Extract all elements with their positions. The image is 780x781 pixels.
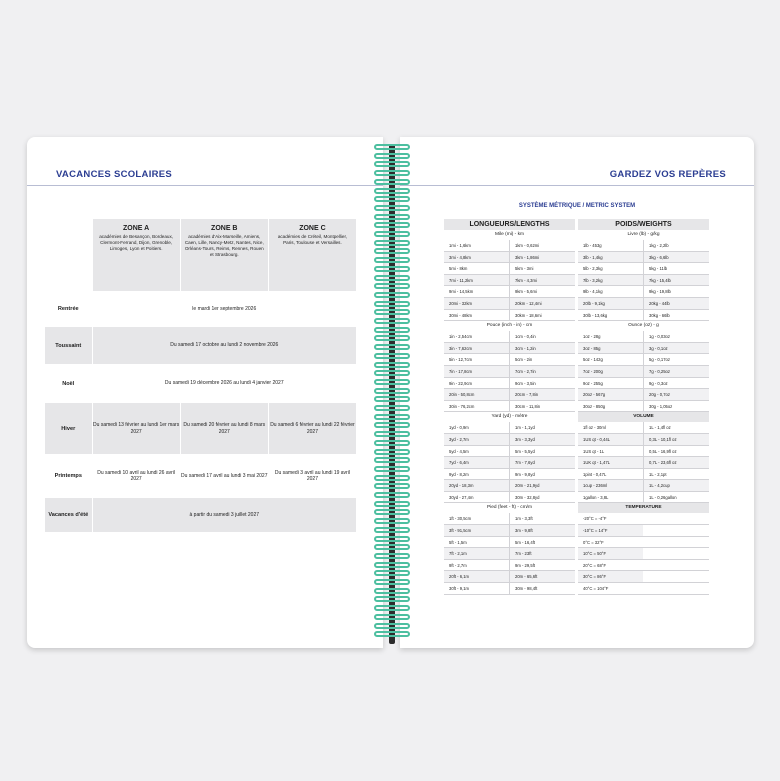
conversion-value: 20°C = 68°F bbox=[583, 562, 607, 568]
spiral-ring bbox=[374, 335, 410, 341]
spiral-ring bbox=[374, 188, 410, 194]
section-title: Mile (mi) - km bbox=[494, 232, 525, 237]
conversion-value: 9yd - 8,2m bbox=[449, 471, 469, 477]
conversion-value: 3km - 1,86mi bbox=[509, 252, 575, 263]
spiral-ring bbox=[374, 596, 410, 602]
spiral-ring bbox=[374, 179, 410, 185]
conversion-row bbox=[578, 298, 709, 310]
conversion-row bbox=[444, 298, 575, 310]
spiral-ring bbox=[374, 396, 410, 402]
conversion-value: 1cm - 0,4in bbox=[509, 331, 575, 342]
conversion-value: 1pint - 0,47L bbox=[583, 471, 607, 477]
header-corner bbox=[45, 219, 92, 291]
conversion-row bbox=[578, 513, 709, 525]
conversion-value: 30yd - 27,4m bbox=[449, 494, 474, 500]
volume-header: VOLUME bbox=[578, 412, 709, 422]
conversion-value: 1gallon - 3,8L bbox=[583, 494, 609, 500]
spiral-ring bbox=[374, 405, 410, 411]
row-label: Hiver bbox=[45, 403, 92, 454]
conversion-value: 20g - 0,7oz bbox=[643, 389, 709, 400]
conversion-value: 7km - 4,3mi bbox=[509, 275, 575, 286]
conversion-row bbox=[444, 366, 575, 378]
conversion-row bbox=[444, 401, 575, 413]
conversion-row bbox=[578, 446, 709, 458]
conversion-value: 1L - 0,26gallon bbox=[643, 492, 709, 503]
conversion-value: 5m - 5,5yd bbox=[509, 446, 575, 457]
zone-description: académies de Besançon, Bordeaux, Clermont-Ferrand, Dijon, Grenoble, Limoges, Lyon et Poitiers. bbox=[99, 234, 174, 251]
conversion-value: 1L - 2,1pt bbox=[643, 469, 709, 480]
conversion-row bbox=[444, 480, 575, 492]
conversion-row bbox=[444, 422, 575, 434]
conversion-row bbox=[444, 513, 575, 525]
conversion-value: 7in - 17,8cm bbox=[444, 366, 509, 377]
metric-system-title: SYSTÈME MÉTRIQUE / METRIC SYSTEM bbox=[518, 203, 636, 209]
conversion-value: 30lb - 13,6kg bbox=[583, 312, 608, 318]
spiral-ring bbox=[374, 353, 410, 359]
title-divider bbox=[27, 185, 383, 186]
conversion-row bbox=[444, 457, 575, 469]
table-row bbox=[45, 498, 356, 532]
conversion-value: 30g - 1,05oz bbox=[643, 401, 709, 412]
conversion-value: 5m - 16,4ft bbox=[509, 537, 575, 548]
lengths-table bbox=[444, 219, 575, 595]
zone-description: académies de Créteil, Montpellier, Paris, Toulouse et Versailles. bbox=[277, 234, 348, 245]
table-row bbox=[45, 365, 356, 402]
conversion-value: 20kg - 44lb bbox=[643, 298, 709, 309]
conversion-row bbox=[578, 560, 709, 572]
conversion-value: 9in - 22,9cm bbox=[449, 380, 473, 386]
spiral-ring bbox=[374, 214, 410, 220]
conversion-value: 5lb - 2,3kg bbox=[583, 266, 603, 272]
conversion-value: 9m - 29,5ft bbox=[509, 560, 575, 571]
conversion-row bbox=[444, 469, 575, 481]
section-title: Livre (lb) - g/kg bbox=[627, 232, 660, 237]
conversion-value: 0,3L - 10,1fl oz bbox=[643, 434, 709, 445]
conversion-value: 0,7L - 23,6fl oz bbox=[643, 457, 709, 468]
conversion-row bbox=[578, 263, 709, 275]
conversion-value: 5kg - 11lb bbox=[643, 263, 709, 274]
conversion-value: 30oz - 850g bbox=[583, 403, 606, 409]
spiral-ring bbox=[374, 466, 410, 472]
left-page bbox=[27, 137, 383, 648]
conversion-value: 30km - 18,6mi bbox=[509, 310, 575, 321]
conversion-row bbox=[578, 366, 709, 378]
conversion-value: 20m - 21,9yd bbox=[509, 480, 575, 491]
conversion-value: 3ft - 91,5cm bbox=[444, 525, 509, 536]
conversion-row bbox=[578, 548, 709, 560]
conversion-value: 10°C = 50°F bbox=[578, 548, 643, 559]
spiral-ring bbox=[374, 483, 410, 489]
conversion-row bbox=[578, 434, 709, 446]
conversion-row bbox=[578, 240, 709, 252]
spiral-ring bbox=[374, 501, 410, 507]
conversion-value: 1L - 4,2cup bbox=[643, 480, 709, 491]
conversion-row bbox=[578, 537, 709, 549]
spiral-ring bbox=[374, 553, 410, 559]
conversion-value: 30cm - 11,8in bbox=[509, 401, 575, 412]
conversion-value: -20°C = -4°F bbox=[583, 516, 607, 522]
conversion-value: 9m - 9,8yd bbox=[509, 469, 575, 480]
conversion-row bbox=[578, 583, 709, 595]
spiral-ring bbox=[374, 240, 410, 246]
spiral-ring bbox=[374, 248, 410, 254]
conversion-value: 3yd - 2,7m bbox=[444, 434, 509, 445]
conversion-value: 7ft - 2,1m bbox=[444, 548, 509, 559]
section-title: Pied (feet - ft) - cm/m bbox=[486, 505, 533, 511]
conversion-value: 20in - 50,8cm bbox=[444, 389, 509, 400]
row-label: Toussaint bbox=[45, 327, 92, 364]
spiral-ring bbox=[374, 544, 410, 550]
spiral-ring bbox=[374, 170, 410, 176]
zone-a-value: Du samedi 10 avril au lundi 26 avril 2027 bbox=[93, 455, 180, 497]
conversion-row bbox=[444, 434, 575, 446]
conversion-value: 9g - 0,3oz bbox=[643, 378, 709, 389]
conversion-value: 3mi - 4,8km bbox=[444, 252, 509, 263]
conversion-row bbox=[578, 354, 709, 366]
conversion-value: 5in - 12,7cm bbox=[449, 357, 473, 363]
conversion-value: 1US qt - 1L bbox=[583, 448, 605, 454]
conversion-row bbox=[578, 389, 709, 401]
spiral-ring bbox=[374, 623, 410, 629]
spiral-ring bbox=[374, 309, 410, 315]
conversion-value: 3lb - 1,4kg bbox=[578, 252, 643, 263]
spiral-ring bbox=[374, 379, 410, 385]
page-title: GARDEZ VOS REPÈRES bbox=[609, 169, 726, 180]
conversion-row bbox=[578, 401, 709, 413]
conversion-row bbox=[444, 252, 575, 264]
conversion-row bbox=[444, 240, 575, 252]
conversion-value: 20km - 12,4mi bbox=[509, 298, 575, 309]
spiral-ring bbox=[374, 283, 410, 289]
conversion-value: 7oz - 200g bbox=[578, 366, 643, 377]
spiral-ring bbox=[374, 292, 410, 298]
spiral-ring bbox=[374, 414, 410, 420]
conversion-value: 20ft - 6,1m bbox=[444, 571, 509, 582]
zone-a-value: Du samedi 13 février au lundi 1er mars 2027 bbox=[93, 403, 180, 454]
conversion-value: 30m - 32,8yd bbox=[509, 492, 575, 503]
conversion-value: 1km - 0,62mi bbox=[509, 240, 575, 251]
table-row bbox=[45, 455, 356, 497]
table-row bbox=[45, 292, 356, 326]
conversion-value: 9kg - 19,8lb bbox=[643, 286, 709, 297]
conversion-value: 5g - 0,17oz bbox=[643, 354, 709, 365]
conversion-value: 1lb - 453g bbox=[583, 243, 602, 248]
spiral-ring bbox=[374, 579, 410, 585]
spiral-ring bbox=[374, 362, 410, 368]
spiral-ring bbox=[374, 440, 410, 446]
conversion-row bbox=[444, 571, 575, 583]
conversion-value: 3m - 3,3yd bbox=[509, 434, 575, 445]
spiral-ring bbox=[374, 370, 410, 376]
conversion-value: 1g - 0,03oz bbox=[643, 331, 709, 342]
conversion-value: 9cm - 3,5in bbox=[509, 378, 575, 389]
spiral-ring bbox=[374, 205, 410, 211]
spiral-ring bbox=[374, 222, 410, 228]
row-value: Du samedi 17 octobre au lundi 2 novembre 2026 bbox=[93, 327, 356, 364]
conversion-value: 7g - 0,25oz bbox=[643, 366, 709, 377]
conversion-value: 7cm - 2,7in bbox=[509, 366, 575, 377]
conversion-row bbox=[444, 446, 575, 458]
spiral-ring bbox=[374, 431, 410, 437]
table-header bbox=[45, 219, 356, 291]
spiral-binding bbox=[370, 144, 414, 644]
spiral-ring bbox=[374, 196, 410, 202]
spiral-ring bbox=[374, 257, 410, 263]
spiral-ring bbox=[374, 153, 410, 159]
spiral-ring bbox=[374, 344, 410, 350]
conversion-row bbox=[578, 275, 709, 287]
table-row bbox=[45, 327, 356, 364]
conversion-value: 7m - 23ft bbox=[509, 548, 575, 559]
spiral-ring bbox=[374, 231, 410, 237]
conversion-value: 3g - 0,1oz bbox=[643, 343, 709, 354]
conversion-row bbox=[578, 310, 709, 322]
conversion-row bbox=[444, 275, 575, 287]
spiral-ring bbox=[374, 161, 410, 167]
conversion-value: 5cm - 2in bbox=[509, 354, 575, 365]
conversion-value: 20m - 65,6ft bbox=[509, 571, 575, 582]
conversion-row bbox=[578, 422, 709, 434]
conversion-row bbox=[444, 537, 575, 549]
conversion-value: 9oz - 255g bbox=[583, 380, 603, 386]
conversion-row bbox=[578, 571, 709, 583]
conversion-value: 1m - 1,1yd bbox=[509, 422, 575, 433]
spiral-ring bbox=[374, 457, 410, 463]
spiral-ring bbox=[374, 475, 410, 481]
table-row bbox=[45, 403, 356, 454]
conversion-value: 30in - 76,2cm bbox=[449, 403, 475, 409]
conversion-value: 5ft - 1,5m bbox=[449, 539, 467, 545]
conversion-value: 20lb - 9,1kg bbox=[578, 298, 643, 309]
conversion-row bbox=[578, 525, 709, 537]
title-divider bbox=[400, 185, 754, 186]
conversion-value: 1ft - 30,5cm bbox=[449, 516, 472, 522]
section-title: Yard (yd) - mètre bbox=[491, 414, 528, 420]
conversion-value: 3in - 7,62cm bbox=[444, 343, 509, 354]
conversion-value: 20cm - 7,8in bbox=[509, 389, 575, 400]
conversion-value: 1fl oz - 30ml bbox=[583, 425, 606, 431]
spiral-ring bbox=[374, 422, 410, 428]
conversion-value: 1cup - 236ml bbox=[578, 480, 643, 491]
conversion-value: 5mi - 8km bbox=[449, 266, 468, 272]
conversion-value: 9ft - 2,7m bbox=[449, 562, 467, 568]
conversion-value: 30ft - 9,1m bbox=[449, 586, 470, 592]
row-value: à partir du samedi 3 juillet 2027 bbox=[93, 498, 356, 532]
conversion-value: 3oz - 85g bbox=[578, 343, 643, 354]
conversion-value: 5oz - 142g bbox=[583, 357, 603, 363]
conversion-value: 1oz - 28g bbox=[583, 334, 601, 340]
conversion-value: 30°C = 86°F bbox=[578, 571, 643, 582]
conversion-value: 7lb - 3,2kg bbox=[578, 275, 643, 286]
conversion-value: 40°C = 104°F bbox=[583, 586, 609, 592]
weights-header: POIDS/WEIGHTS bbox=[578, 219, 709, 230]
conversion-value: 5km - 3mi bbox=[509, 263, 575, 274]
zone-description: académies d'Aix-Marseille, Amiens, Caen, Lille, Nancy-Metz, Nantes, Nice, Orléans-Tours, Reims, Rennes, Rouen et Strasbourg. bbox=[184, 234, 264, 257]
spiral-ring bbox=[374, 570, 410, 576]
zone-c-value: Du samedi 6 février au lundi 22 février 2027 bbox=[269, 403, 356, 454]
spiral-ring bbox=[374, 327, 410, 333]
zone-a-header bbox=[93, 219, 180, 291]
conversion-row bbox=[444, 492, 575, 504]
conversion-row bbox=[444, 343, 575, 355]
lengths-header: LONGUEURS/LENGTHS bbox=[444, 219, 575, 230]
conversion-value: 7mi - 11,2km bbox=[444, 275, 509, 286]
conversion-row bbox=[578, 343, 709, 355]
zone-name: ZONE C bbox=[299, 225, 326, 232]
spiral-ring bbox=[374, 266, 410, 272]
conversion-value: 20yd - 18,3m bbox=[444, 480, 509, 491]
row-value: Du samedi 19 décembre 2026 au lundi 4 janvier 2027 bbox=[93, 365, 356, 402]
conversion-value: 1US qt - 0,44L bbox=[578, 434, 643, 445]
conversion-value: 1UK qt - 1,47L bbox=[578, 457, 643, 468]
conversion-row bbox=[578, 286, 709, 298]
conversion-value: 0°C = 32°F bbox=[583, 539, 604, 545]
spiral-ring bbox=[374, 449, 410, 455]
conversion-row bbox=[444, 331, 575, 343]
spiral-ring bbox=[374, 388, 410, 394]
conversion-row bbox=[578, 469, 709, 481]
spiral-ring bbox=[374, 275, 410, 281]
row-label: Noël bbox=[45, 365, 92, 402]
conversion-value: 9mi - 14,5km bbox=[449, 289, 474, 295]
conversion-row bbox=[578, 480, 709, 492]
section-title: Ounce (oz) - g bbox=[628, 323, 659, 329]
zone-b-value: Du samedi 17 avril au lundi 3 mai 2027 bbox=[181, 455, 268, 497]
conversion-value: 20mi - 32km bbox=[444, 298, 509, 309]
zone-c-value: Du samedi 3 avril au lundi 19 avril 2027 bbox=[269, 455, 356, 497]
row-label: Vacances d'été bbox=[45, 498, 92, 532]
spiral-ring bbox=[374, 605, 410, 611]
weights-table bbox=[578, 219, 709, 595]
spiral-ring bbox=[374, 509, 410, 515]
conversion-value: 3kg - 6,6lb bbox=[643, 252, 709, 263]
conversion-row bbox=[444, 583, 575, 595]
conversion-value: 5yd - 4,5m bbox=[449, 448, 469, 454]
conversion-value: 30mi - 48km bbox=[449, 312, 473, 318]
zone-name: ZONE A bbox=[123, 225, 150, 232]
section-title: Pouce (inch - in) - cm bbox=[486, 323, 533, 329]
conversion-value: 1yd - 0,9m bbox=[449, 425, 469, 431]
zone-c-header bbox=[269, 219, 356, 291]
conversion-value: 7yd - 6,4m bbox=[444, 457, 509, 468]
conversion-value: 9km - 5,6mi bbox=[509, 286, 575, 297]
spiral-ring bbox=[374, 588, 410, 594]
spiral-ring bbox=[374, 301, 410, 307]
conversion-row bbox=[578, 331, 709, 343]
conversion-value: 3m - 9,8ft bbox=[509, 525, 575, 536]
spiral-ring bbox=[374, 536, 410, 542]
spiral-ring bbox=[374, 492, 410, 498]
conversion-row bbox=[444, 310, 575, 322]
conversion-row bbox=[578, 492, 709, 504]
spiral-ring bbox=[374, 631, 410, 637]
conversion-value: 7m - 7,6yd bbox=[509, 457, 575, 468]
spiral-ring bbox=[374, 144, 410, 150]
conversion-value: -10°C = 14°F bbox=[578, 525, 643, 536]
conversion-row bbox=[578, 457, 709, 469]
conversion-row bbox=[444, 389, 575, 401]
conversion-row bbox=[444, 286, 575, 298]
conversion-value: 9lb - 4,1kg bbox=[583, 289, 603, 295]
conversion-value: 1m - 3,3ft bbox=[509, 513, 575, 524]
conversion-value: 30m - 98,4ft bbox=[509, 583, 575, 594]
conversion-row bbox=[444, 263, 575, 275]
spiral-ring bbox=[374, 518, 410, 524]
conversion-value: 30kg - 66lb bbox=[643, 310, 709, 321]
school-holidays-table bbox=[45, 219, 356, 532]
temperature-header: TEMPERATURE bbox=[578, 503, 709, 513]
conversion-row bbox=[444, 525, 575, 537]
conversion-row bbox=[444, 548, 575, 560]
conversion-value: 3cm - 1,2in bbox=[509, 343, 575, 354]
conversion-value: 1in - 2,54cm bbox=[449, 334, 473, 340]
zone-b-value: Du samedi 20 février au lundi 8 mars 2027 bbox=[181, 403, 268, 454]
row-label: Rentrée bbox=[45, 292, 92, 326]
conversion-value: 20oz - 567g bbox=[578, 389, 643, 400]
conversion-value: 7kg - 15,4lb bbox=[643, 275, 709, 286]
page-title: VACANCES SCOLAIRES bbox=[56, 169, 173, 180]
zone-name: ZONE B bbox=[211, 225, 238, 232]
conversion-value: 1kg - 2,2lb bbox=[643, 240, 709, 251]
zone-b-header bbox=[181, 219, 268, 291]
row-label: Printemps bbox=[45, 455, 92, 497]
conversion-row bbox=[444, 354, 575, 366]
conversion-row bbox=[444, 378, 575, 390]
row-value: le mardi 1er septembre 2026 bbox=[93, 292, 356, 326]
spiral-ring bbox=[374, 562, 410, 568]
conversion-row bbox=[444, 560, 575, 572]
conversion-value: 1L - 1,4fl oz bbox=[643, 422, 709, 433]
spiral-ring bbox=[374, 318, 410, 324]
conversion-value: 1mi - 1,6km bbox=[449, 243, 471, 248]
right-page bbox=[400, 137, 754, 648]
spiral-ring bbox=[374, 527, 410, 533]
conversion-row bbox=[578, 378, 709, 390]
conversion-value: 0,5L - 16,9fl oz bbox=[643, 446, 709, 457]
spiral-ring bbox=[374, 614, 410, 620]
conversion-row bbox=[578, 252, 709, 264]
